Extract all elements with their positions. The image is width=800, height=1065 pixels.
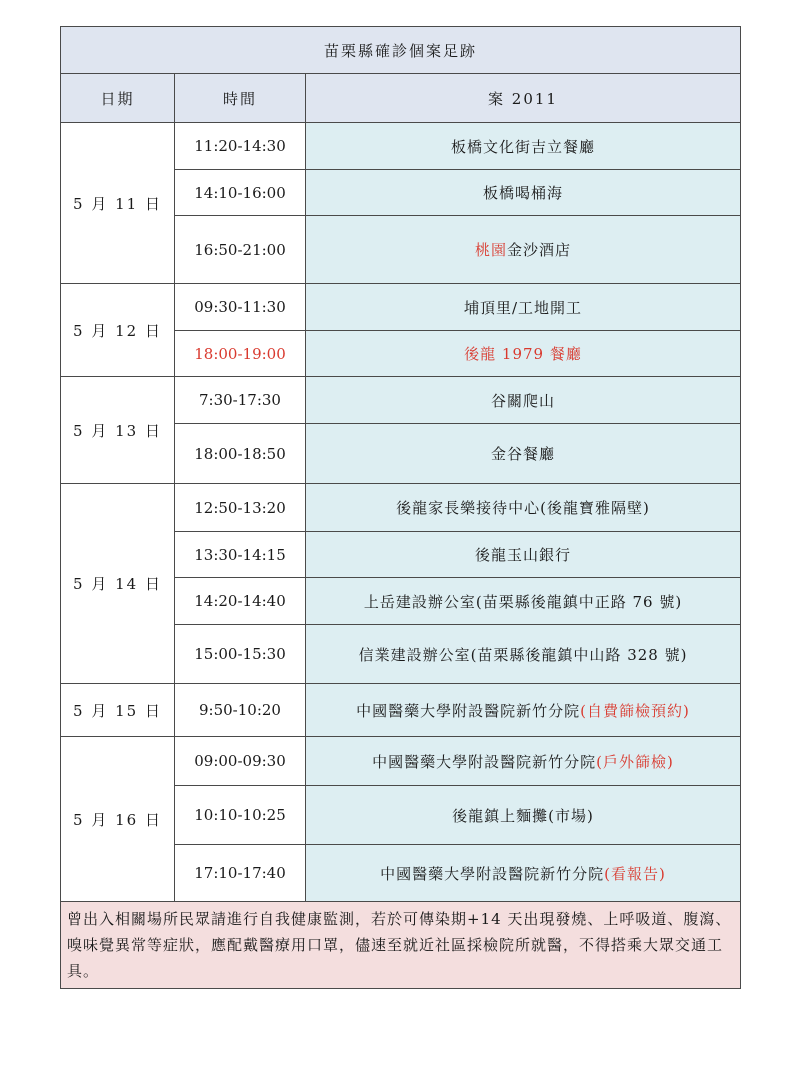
table-row xyxy=(61,377,741,424)
table-body xyxy=(61,123,741,902)
place-text: 埔頂里/工地開工 xyxy=(463,298,583,317)
time-cell: 7:30-17:30 xyxy=(175,377,306,424)
place-text: 板橋文化街吉立餐廳 xyxy=(451,137,596,156)
time-cell: 12:50-13:20 xyxy=(175,484,306,532)
place-cell xyxy=(306,737,741,786)
header-date: 日期 xyxy=(61,74,175,123)
header-case: 案 2011 xyxy=(306,74,741,123)
place-cell xyxy=(306,284,741,331)
time-cell: 14:20-14:40 xyxy=(175,578,306,625)
time-cell: 16:50-21:00 xyxy=(175,216,306,284)
place-text: 中國醫藥大學附設醫院新竹分院 xyxy=(372,752,597,771)
time-cell: 10:10-10:25 xyxy=(175,786,306,845)
place-cell xyxy=(306,684,741,737)
date-cell: 5 月 12 日 xyxy=(61,284,175,377)
place-text: 信業建設辦公室(苗栗縣後龍鎮中山路 328 號) xyxy=(358,645,688,664)
footprint-table xyxy=(60,26,741,989)
place-text: 後龍 1979 餐廳 xyxy=(464,345,582,363)
date-cell: 5 月 16 日 xyxy=(61,737,175,902)
place-cell xyxy=(306,331,741,377)
place-cell xyxy=(306,377,741,424)
place-cell xyxy=(306,786,741,845)
place-text: (看報告) xyxy=(604,864,666,883)
time-cell: 14:10-16:00 xyxy=(175,170,306,216)
place-text: 桃園 xyxy=(475,241,508,259)
place-text: 上岳建設辦公室(苗栗縣後龍鎮中正路 76 號) xyxy=(363,592,683,611)
place-cell xyxy=(306,845,741,902)
time-cell: 09:00-09:30 xyxy=(175,737,306,786)
place-text: 金沙酒店 xyxy=(507,241,572,259)
place-text: 金谷餐廳 xyxy=(491,445,556,463)
date-cell: 5 月 11 日 xyxy=(61,123,175,284)
place-cell xyxy=(306,170,741,216)
time-cell: 15:00-15:30 xyxy=(175,625,306,684)
health-advisory-note: 曾出入相關場所民眾請進行自我健康監測，若於可傳染期+14 天出現發燒、上呼吸道、腹瀉、嗅味覺異常等症狀，應配戴醫療用口罩，儘速至就近社區採檢院所就醫，不得搭乘大眾交通工具。 xyxy=(61,902,741,989)
place-cell xyxy=(306,484,741,532)
place-text: 中國醫藥大學附設醫院新竹分院 xyxy=(380,864,605,883)
header-row xyxy=(61,74,741,123)
time-cell: 13:30-14:15 xyxy=(175,532,306,578)
header-time: 時間 xyxy=(175,74,306,123)
date-cell: 5 月 15 日 xyxy=(61,684,175,737)
place-text: 後龍家長樂接待中心(後龍寶雅隔壁) xyxy=(396,499,650,517)
note-row xyxy=(61,902,741,989)
place-cell xyxy=(306,625,741,684)
table-row xyxy=(61,284,741,331)
time-cell: 11:20-14:30 xyxy=(175,123,306,170)
place-cell xyxy=(306,578,741,625)
time-cell: 17:10-17:40 xyxy=(175,845,306,902)
time-cell: 18:00-19:00 xyxy=(175,331,306,377)
time-cell: 9:50-10:20 xyxy=(175,684,306,737)
place-text: 後龍鎮上麵攤(市場) xyxy=(452,806,594,825)
date-cell: 5 月 14 日 xyxy=(61,484,175,684)
title-row xyxy=(61,27,741,74)
table-row xyxy=(61,684,741,737)
place-cell xyxy=(306,532,741,578)
time-cell: 18:00-18:50 xyxy=(175,424,306,484)
place-cell xyxy=(306,216,741,284)
place-text: 後龍玉山銀行 xyxy=(475,546,572,564)
place-text: 板橋喝桶海 xyxy=(483,184,564,202)
place-cell xyxy=(306,123,741,170)
date-cell: 5 月 13 日 xyxy=(61,377,175,484)
place-text: (自費篩檢預約) xyxy=(580,701,690,720)
table-row xyxy=(61,484,741,532)
place-text: 谷關爬山 xyxy=(491,391,556,410)
place-text: 中國醫藥大學附設醫院新竹分院 xyxy=(356,701,581,720)
table-row xyxy=(61,737,741,786)
place-text: (戶外篩檢) xyxy=(596,752,674,771)
time-cell: 09:30-11:30 xyxy=(175,284,306,331)
table-row xyxy=(61,123,741,170)
table-title: 苗栗縣確診個案足跡 xyxy=(61,27,741,74)
place-cell xyxy=(306,424,741,484)
